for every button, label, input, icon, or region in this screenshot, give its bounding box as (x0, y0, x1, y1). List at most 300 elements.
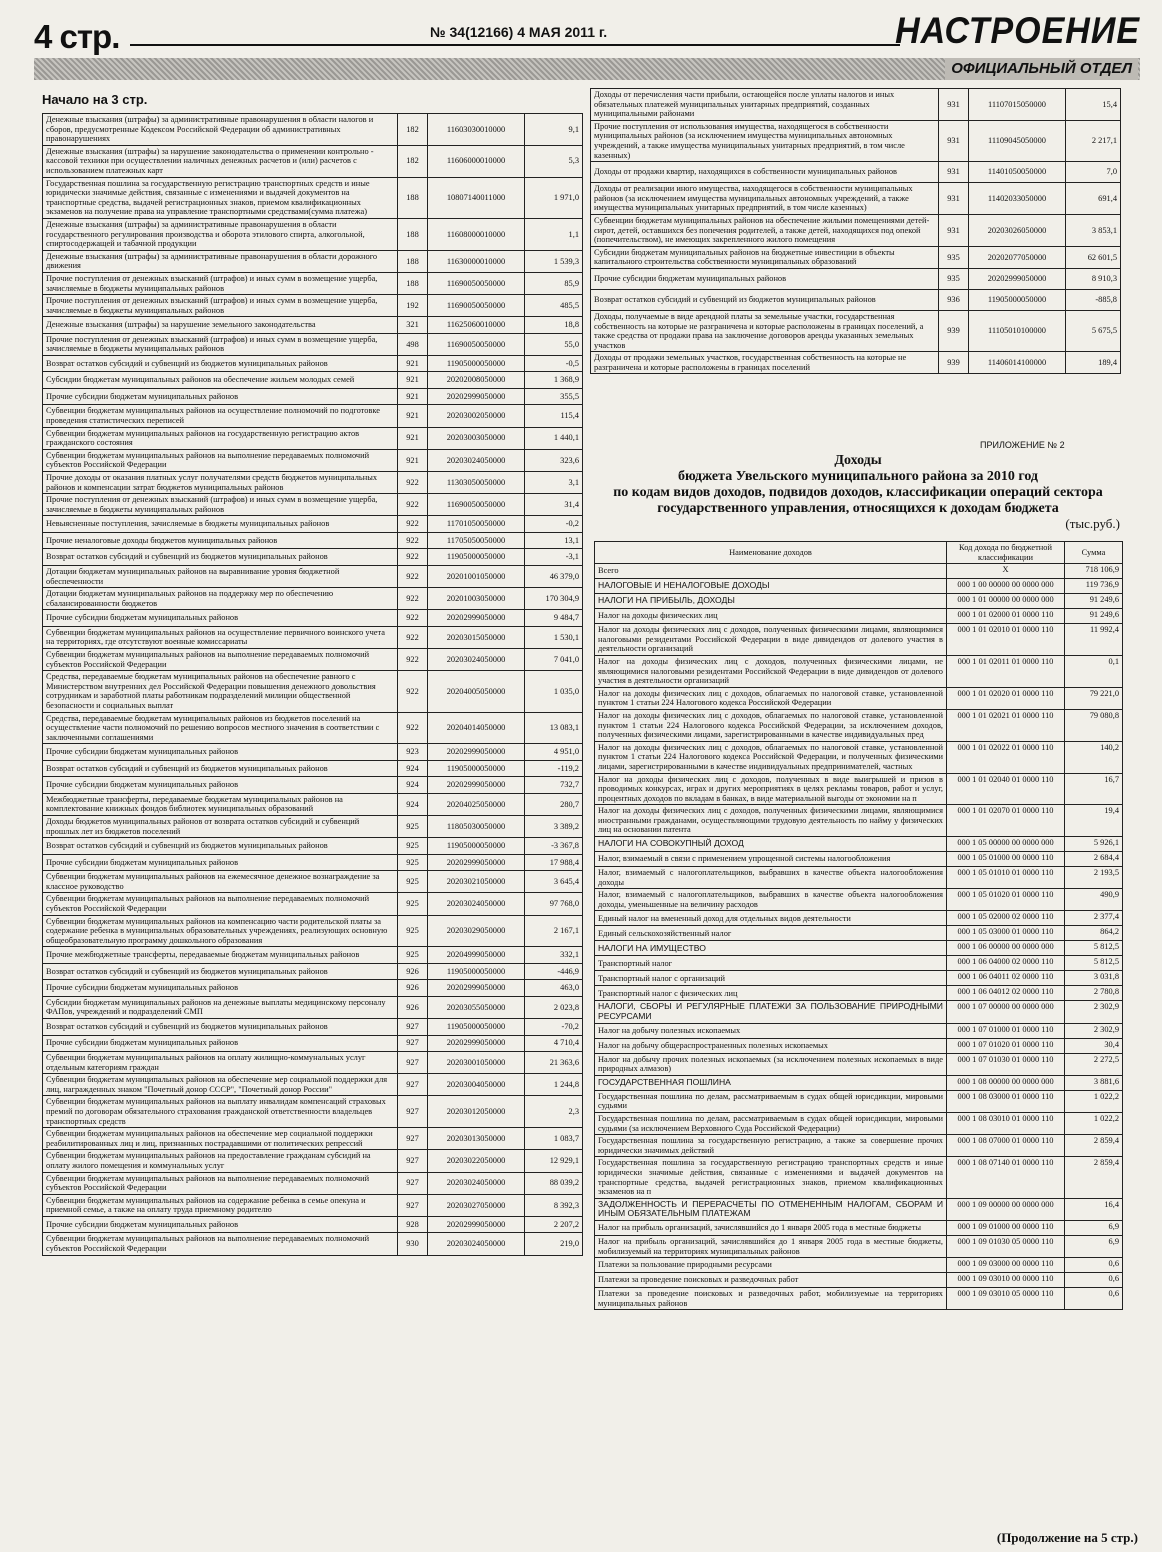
income-amount: 17 988,4 (525, 854, 583, 871)
income-amount: 2 217,1 (1066, 120, 1121, 161)
admin-code: 922 (398, 565, 428, 587)
table-row (43, 177, 583, 218)
income-code: 11905000050000 (428, 963, 525, 980)
income-code: 20203012050000 (428, 1096, 525, 1128)
income-code: 000 1 05 02000 02 0000 110 (947, 911, 1065, 926)
admin-code: 926 (398, 996, 428, 1018)
column-header: Сумма (1065, 542, 1123, 564)
income-name: Субвенции бюджетам муниципальных районов на обеспечение мер социальной поддержки реабилитированных лиц и лиц, признанных пострадавшими от политических репрессий (43, 1128, 398, 1150)
income-name: Доходы от реализации иного имущества, находящегося в собственности муниципальных районов (за исключением имущества муниципальных автономных учреждений, а также имущества муниципальных унитарных предприятий, в том числе казенных) (591, 183, 939, 215)
table-row (43, 388, 583, 405)
income-code: 20203029050000 (428, 915, 525, 947)
income-amount: 463,0 (525, 980, 583, 997)
section-row (595, 837, 1123, 852)
section-row (595, 594, 1123, 609)
income-name: Транспортный налог с организаций (595, 971, 947, 986)
table-row (43, 494, 583, 516)
income-name: Налог на доходы физических лиц с доходов, облагаемых по налоговой ставке, установленной пунктом 1 статьи 224 Налогового кодекса Российской Федерации (595, 687, 947, 709)
income-amount: -446,9 (525, 963, 583, 980)
income-name: Государственная пошлина за государственную регистрацию, а также за совершение прочих юридически значимых действий (595, 1135, 947, 1157)
income-amount: 5,3 (525, 145, 583, 177)
income-name: Субвенции бюджетам муниципальных районов на обеспечение жилыми помещениями детей-сирот, детей, оставшихся без попечения родителей, а также детей, находящихся под опекой (попечительством), не имеющих закрепленного жилого помещения (591, 214, 939, 246)
income-code: 000 1 09 01030 05 0000 110 (947, 1235, 1065, 1257)
income-code: 000 1 05 01000 00 0000 110 (947, 852, 1065, 867)
page-number: 4 стр. (34, 18, 120, 55)
income-amount: 9 484,7 (525, 610, 583, 627)
income-name: Денежные взыскания (штрафы) за нарушение законодательства о применении контрольно - кассовой техники при осуществлении наличных денежных расчетов и (или) расчетов с использованием платежных карт (43, 145, 398, 177)
income-code: 000 1 07 01030 01 0000 110 (947, 1053, 1065, 1075)
income-name: Субвенции бюджетам муниципальных районов на компенсацию части родительской платы за содержание ребенка в муниципальных образовательных учреждениях, реализующих основную общеобразовательную программу дошкольного образования (43, 915, 398, 947)
table-row (43, 1035, 583, 1052)
income-code: 20201001050000 (428, 565, 525, 587)
continued-from: Начало на 3 стр. (42, 92, 148, 107)
income-code: 11105010100000 (969, 310, 1066, 351)
admin-code: 925 (398, 838, 428, 855)
income-name: Государственная пошлина по делам, рассматриваемым в судах общей юрисдикции, мировыми судьями (за исключением Верховного Суда Российской Федерации) (595, 1113, 947, 1135)
table-row (43, 218, 583, 250)
admin-code: 925 (398, 854, 428, 871)
admin-code: 922 (398, 610, 428, 627)
income-name: Дотации бюджетам муниципальных районов на выравнивание уровня бюджетной обеспеченности (43, 565, 398, 587)
column-header: Код дохода по бюджетной классификации (947, 542, 1065, 564)
income-name: Транспортный налог с физических лиц (595, 986, 947, 1001)
income-code: 20204999050000 (428, 947, 525, 964)
income-name: Возврат остатков субсидий и субвенций из бюджетов муниципальных районов (43, 760, 398, 777)
income-amount: 55,0 (525, 333, 583, 355)
table-row (591, 120, 1121, 161)
units-label: (тыс.руб.) (1065, 516, 1120, 531)
admin-code: 923 (398, 744, 428, 761)
income-name: Налог, взимаемый с налогоплательщиков, выбравших в качестве объекта налогообложения доходы (595, 867, 947, 889)
income-amount: 2 377,4 (1065, 911, 1123, 926)
income-code: 000 1 01 02010 01 0000 110 (947, 624, 1065, 656)
income-name: Платежи за пользование природными ресурсами (595, 1258, 947, 1273)
table-row (595, 1038, 1123, 1053)
table-row (591, 246, 1121, 268)
income-code: 20202999050000 (428, 744, 525, 761)
income-amount: 3 881,6 (1065, 1075, 1123, 1090)
income-code: 11905000050000 (428, 549, 525, 566)
admin-code: 927 (398, 1194, 428, 1216)
income-code: 000 1 05 01020 01 0000 110 (947, 889, 1065, 911)
admin-code: 192 (398, 295, 428, 317)
table-row (43, 893, 583, 915)
income-name: Прочие субсидии бюджетам муниципальных районов (43, 610, 398, 627)
admin-code: 188 (398, 218, 428, 250)
admin-code: 925 (398, 871, 428, 893)
income-code: 11905000050000 (428, 760, 525, 777)
income-code: 000 1 09 00000 00 0000 000 (947, 1198, 1065, 1220)
income-amount: 7 041,0 (525, 648, 583, 670)
income-code: 000 1 06 04011 02 0000 110 (947, 971, 1065, 986)
table-row (43, 427, 583, 449)
table-row (595, 986, 1123, 1001)
income-code: 20202999050000 (428, 777, 525, 794)
income-amount: 4 710,4 (525, 1035, 583, 1052)
income-amount: 691,4 (1066, 183, 1121, 215)
admin-code: 931 (939, 89, 969, 121)
income-name: Единый налог на вмененный доход для отдельных видов деятельности (595, 911, 947, 926)
income-amount: 3 645,4 (525, 871, 583, 893)
income-name: Субвенции бюджетам муниципальных районов на осуществление первичного воинского учета на территориях, где отсутствуют военные комиссариаты (43, 626, 398, 648)
income-name: Субвенции бюджетам муниципальных районов на выполнение передаваемых полномочий субъектов Российской Федерации (43, 449, 398, 471)
section-row (595, 941, 1123, 956)
income-amount: 718 106,9 (1065, 564, 1123, 579)
section-row (595, 1198, 1123, 1220)
income-name: Дотации бюджетам муниципальных районов на поддержку мер по обеспечению сбалансированности бюджетов (43, 588, 398, 610)
income-amount: 115,4 (525, 405, 583, 427)
income-amount: 355,5 (525, 388, 583, 405)
income-code: 20202999050000 (428, 1035, 525, 1052)
table-row (595, 773, 1123, 805)
income-amount: 31,4 (525, 494, 583, 516)
admin-code: 931 (939, 162, 969, 183)
income-name: Прочие субсидии бюджетам муниципальных районов (43, 980, 398, 997)
income-amount: 9,1 (525, 114, 583, 146)
admin-code: 927 (398, 1150, 428, 1172)
admin-code: 926 (398, 963, 428, 980)
income-amount: 30,4 (1065, 1038, 1123, 1053)
table-row (591, 268, 1121, 289)
table-row (591, 289, 1121, 310)
income-amount: 119 736,9 (1065, 579, 1123, 594)
income-name: Возврат остатков субсидий и субвенций из бюджетов муниципальных районов (43, 549, 398, 566)
income-code: 20202999050000 (428, 980, 525, 997)
income-code: 11625060010000 (428, 317, 525, 334)
table-row (43, 915, 583, 947)
table-row (595, 971, 1123, 986)
income-name: Прочие поступления от денежных взысканий (штрафов) и иных сумм в возмещение ущерба, зачисляемые в бюджеты муниципальных районов (43, 494, 398, 516)
income-code: 000 1 01 02070 01 0000 110 (947, 805, 1065, 837)
income-amount: -0,2 (525, 516, 583, 533)
admin-code: 922 (398, 472, 428, 494)
income-code: 20203024050000 (428, 1233, 525, 1255)
income-code: 20203021050000 (428, 871, 525, 893)
table-row (591, 352, 1121, 374)
admin-code: 925 (398, 915, 428, 947)
admin-code: 931 (939, 214, 969, 246)
income-code: 000 1 09 03010 00 0000 110 (947, 1273, 1065, 1288)
table-row (595, 956, 1123, 971)
table-row (43, 549, 583, 566)
table-row (43, 114, 583, 146)
table-row (43, 744, 583, 761)
income-code: 000 1 01 00000 00 0000 000 (947, 594, 1065, 609)
table-row (43, 1096, 583, 1128)
income-amount: 1 530,1 (525, 626, 583, 648)
table-row (43, 532, 583, 549)
income-amount: 0,1 (1065, 655, 1123, 687)
admin-code: 926 (398, 980, 428, 997)
table-row (43, 565, 583, 587)
table-title (596, 453, 1120, 517)
table-row (591, 162, 1121, 183)
income-code: 11905000050000 (969, 289, 1066, 310)
table-row (43, 871, 583, 893)
income-name: Субвенции бюджетам муниципальных районов на предоставление гражданам субсидий на оплату жилого помещения и коммунальных услуг (43, 1150, 398, 1172)
income-code: 20202077050000 (969, 246, 1066, 268)
income-amount: 6,9 (1065, 1235, 1123, 1257)
income-name: Доходы от продажи земельных участков, государственная собственность на которые не разграничена и которые расположены в границах поселений (591, 352, 939, 374)
income-name: Государственная пошлина по делам, рассматриваемым в судах общей юрисдикции, мировыми судьями (595, 1090, 947, 1112)
income-amount: 2,3 (525, 1096, 583, 1128)
table-row (43, 516, 583, 533)
income-amount: 4 951,0 (525, 744, 583, 761)
income-amount: 280,7 (525, 793, 583, 815)
income-code: 11690050050000 (428, 272, 525, 294)
income-code: 11401050050000 (969, 162, 1066, 183)
income-name: Прочие субсидии бюджетам муниципальных районов (43, 1216, 398, 1233)
table-row (595, 1288, 1123, 1310)
income-amount: 2 302,9 (1065, 1001, 1123, 1023)
income-amount: 732,7 (525, 777, 583, 794)
admin-code: 927 (398, 1074, 428, 1096)
income-name: Налог на доходы физических лиц с доходов, полученных физическими лицами, являющимися налоговыми резидентами Российской Федерации в виде дивидендов от долевого участия в деятельности организаций (595, 624, 947, 656)
income-name: Платежи за проведение поисковых и разведочных работ (595, 1273, 947, 1288)
income-amount: 16,7 (1065, 773, 1123, 805)
income-amount: 3 389,2 (525, 816, 583, 838)
income-code: 000 1 05 01010 01 0000 110 (947, 867, 1065, 889)
budget-revenue-table (594, 541, 1123, 1310)
income-name: Субвенции бюджетам муниципальных районов на выполнение передаваемых полномочий субъектов Российской Федерации (43, 648, 398, 670)
income-amount: -0,5 (525, 355, 583, 372)
table-row (595, 1053, 1123, 1075)
header-rule (130, 44, 900, 46)
column-header: Наименование доходов (595, 542, 947, 564)
income-code: 20202999050000 (428, 854, 525, 871)
income-code: 11608000010000 (428, 218, 525, 250)
income-amount: 21 363,6 (525, 1052, 583, 1074)
admin-code: 922 (398, 626, 428, 648)
income-name: Налог на доходы физических лиц с доходов, полученных физическими лицами, являющимися иностранными гражданами, осуществляющими трудовую деятельность по найму у физических лиц на основании патента (595, 805, 947, 837)
table-row (591, 183, 1121, 215)
income-name: Государственная пошлина за государственную регистрацию транспортных средств и иные юридически значимые действия, связанные с изменениями и выдачей документов на транспортные средства, выдачей регистрационных знаков, приемом квалификационных экзаменов на получение права на управление транспортными средствами(сумма платежа) (43, 177, 398, 218)
income-code: 000 1 00 00000 00 0000 000 (947, 579, 1065, 594)
income-name: Государственная пошлина за государственную регистрацию транспортных средств и иные юридически значимые действия, связанные с изменениями и выдачей документов на транспортные средства, выдачей регистрационных знаков, приемом квалификационных экзаменов на п (595, 1157, 947, 1198)
income-name: Налог на доходы физических лиц с доходов, полученных в виде выигрышей и призов в проводимых конкурсах, играх и других мероприятиях в целях рекламы товаров, работ и услуг, процентных доходов по вкладам в банках, в виде материальной выгоды от экономии на п (595, 773, 947, 805)
income-code: 20203026050000 (969, 214, 1066, 246)
admin-code: 921 (398, 355, 428, 372)
table-row (43, 145, 583, 177)
income-code: 000 1 01 02011 01 0000 110 (947, 655, 1065, 687)
income-code: 000 1 07 00000 00 0000 000 (947, 1001, 1065, 1023)
section-row (595, 1001, 1123, 1023)
income-name: Межбюджетные трансферты, передаваемые бюджетам муниципальных районов на комплектование книжных фондов библиотек муниципальных образований (43, 793, 398, 815)
table-row (595, 926, 1123, 941)
table-row (595, 867, 1123, 889)
income-name: НАЛОГИ, СБОРЫ И РЕГУЛЯРНЫЕ ПЛАТЕЖИ ЗА ПОЛЬЗОВАНИЕ ПРИРОДНЫМИ РЕСУРСАМИ (595, 1001, 947, 1023)
income-name: Денежные взыскания (штрафы) за административные правонарушения в области государственного регулирования производства и оборота этилового спирта, алкогольной, спиртосодержащей и табачной продукции (43, 218, 398, 250)
income-code: 20202008050000 (428, 372, 525, 389)
income-code: 000 1 08 07000 01 0000 110 (947, 1135, 1065, 1157)
table-row (43, 980, 583, 997)
table-row (43, 996, 583, 1018)
income-amount: 97 768,0 (525, 893, 583, 915)
table-row (595, 609, 1123, 624)
income-amount: 1 244,8 (525, 1074, 583, 1096)
income-code: 20203024050000 (428, 893, 525, 915)
income-code: 20201003050000 (428, 588, 525, 610)
income-name: Доходы бюджетов муниципальных районов от возврата остатков субсидий и субвенций прошлых лет из бюджетов поселений (43, 816, 398, 838)
table-row (43, 793, 583, 815)
admin-code: 498 (398, 333, 428, 355)
income-name: Субвенции бюджетам муниципальных районов на содержание ребенка в семье опекуна и приемной семье, а также на оплату труда приемному родителю (43, 1194, 398, 1216)
admin-code: 924 (398, 777, 428, 794)
table-row (43, 947, 583, 964)
income-code: 000 1 01 02040 01 0000 110 (947, 773, 1065, 805)
table-row (43, 317, 583, 334)
income-amount: 12 929,1 (525, 1150, 583, 1172)
admin-code: 925 (398, 816, 428, 838)
income-code: 000 1 08 03000 01 0000 110 (947, 1090, 1065, 1112)
income-name: Прочие субсидии бюджетам муниципальных районов (43, 1035, 398, 1052)
income-code: 11402033050000 (969, 183, 1066, 215)
income-amount: -885,8 (1066, 289, 1121, 310)
income-amount: 1 440,1 (525, 427, 583, 449)
income-code: 20204014050000 (428, 712, 525, 744)
income-code: 20202999050000 (969, 268, 1066, 289)
income-amount: 91 249,6 (1065, 609, 1123, 624)
admin-code: 922 (398, 588, 428, 610)
income-code: 20203003050000 (428, 427, 525, 449)
income-name: Прочие неналоговые доходы бюджетов муниципальных районов (43, 532, 398, 549)
income-code: 000 1 01 02021 01 0000 110 (947, 709, 1065, 741)
table-row (43, 1194, 583, 1216)
income-code: 11406014100000 (969, 352, 1066, 374)
admin-code: 921 (398, 449, 428, 471)
table-row (43, 963, 583, 980)
income-code: 11805030050000 (428, 816, 525, 838)
income-code: 000 1 06 00000 00 0000 000 (947, 941, 1065, 956)
admin-code: 927 (398, 1035, 428, 1052)
income-amount: 170 304,9 (525, 588, 583, 610)
table-row (43, 250, 583, 272)
income-name: НАЛОГОВЫЕ И НЕНАЛОГОВЫЕ ДОХОДЫ (595, 579, 947, 594)
left-income-table (42, 113, 583, 1256)
table-row (595, 741, 1123, 773)
income-name: Субвенции бюджетам муниципальных районов на выполнение передаваемых полномочий субъектов Российской Федерации (43, 1172, 398, 1194)
income-amount: 5 812,5 (1065, 956, 1123, 971)
income-name: Денежные взыскания (штрафы) за нарушение земельного законодательства (43, 317, 398, 334)
income-amount: 2 780,8 (1065, 986, 1123, 1001)
section-row (595, 579, 1123, 594)
income-name: НАЛОГИ НА СОВОКУПНЫЙ ДОХОД (595, 837, 947, 852)
admin-code: 188 (398, 177, 428, 218)
income-amount: 490,9 (1065, 889, 1123, 911)
admin-code: 921 (398, 372, 428, 389)
income-amount: 5 812,5 (1065, 941, 1123, 956)
income-name: Прочие поступления от денежных взысканий (штрафов) и иных сумм в возмещение ущерба, зачисляемые в бюджеты муниципальных районов (43, 295, 398, 317)
table-row (43, 648, 583, 670)
table-row (43, 626, 583, 648)
admin-code: 922 (398, 712, 428, 744)
income-name: Субвенции бюджетам муниципальных районов на оплату жилищно-коммунальных услуг отдельным категориям граждан (43, 1052, 398, 1074)
income-amount: 1,1 (525, 218, 583, 250)
admin-code: 922 (398, 671, 428, 712)
admin-code: 935 (939, 246, 969, 268)
income-amount: 2 023,8 (525, 996, 583, 1018)
income-amount: 485,5 (525, 295, 583, 317)
income-amount: 323,6 (525, 449, 583, 471)
income-amount: 2 207,2 (525, 1216, 583, 1233)
admin-code: 188 (398, 272, 428, 294)
admin-code: 927 (398, 1052, 428, 1074)
income-name: Средства, передаваемые бюджетам муниципальных районов на обеспечение равного с Министерством внутренних дел Российской Федерации повышения денежного довольствия сотрудникам и заработной платы работникам подразделений милиции общественной безопасности и социальных выплат (43, 671, 398, 712)
income-code: 000 1 05 03000 01 0000 110 (947, 926, 1065, 941)
income-amount: 140,2 (1065, 741, 1123, 773)
income-amount: -70,2 (525, 1019, 583, 1036)
admin-code: 924 (398, 793, 428, 815)
income-name: Возврат остатков субсидий и субвенций из бюджетов муниципальных районов (43, 355, 398, 372)
income-name: Всего (595, 564, 947, 579)
income-code: 000 1 09 01000 00 0000 110 (947, 1220, 1065, 1235)
income-name: НАЛОГИ НА ИМУЩЕСТВО (595, 941, 947, 956)
income-name: Платежи за проведение поисковых и разведочных работ, мобилизуемые на территориях муниципальных районов (595, 1288, 947, 1310)
income-name: Возврат остатков субсидий и субвенций из бюджетов муниципальных районов (591, 289, 939, 310)
income-amount: 18,8 (525, 317, 583, 334)
table-row (595, 911, 1123, 926)
income-amount: 2 167,1 (525, 915, 583, 947)
income-name: Возврат остатков субсидий и субвенций из бюджетов муниципальных районов (43, 838, 398, 855)
income-code: 20203027050000 (428, 1194, 525, 1216)
income-name: Налог на доходы физических лиц с доходов, полученных физическими лицами, не являющимися налоговыми резидентами Российской Федерации в виде дивидендов от долевого участия в деятельности организаций (595, 655, 947, 687)
table-row (43, 588, 583, 610)
income-amount: 864,2 (1065, 926, 1123, 941)
income-code: 20203024050000 (428, 1172, 525, 1194)
admin-code: 927 (398, 1096, 428, 1128)
income-name: Налог на доходы физических лиц (595, 609, 947, 624)
income-amount: 6,9 (1065, 1220, 1123, 1235)
admin-code: 921 (398, 388, 428, 405)
income-code: 000 1 01 02022 01 0000 110 (947, 741, 1065, 773)
income-amount: 332,1 (525, 947, 583, 964)
income-amount: 3 853,1 (1066, 214, 1121, 246)
table-row (43, 838, 583, 855)
income-code: 11690050050000 (428, 333, 525, 355)
income-code: 11109045050000 (969, 120, 1066, 161)
income-code: 000 1 01 02020 01 0000 110 (947, 687, 1065, 709)
table-row (43, 472, 583, 494)
admin-code: 927 (398, 1019, 428, 1036)
income-code: X (947, 564, 1065, 579)
income-name: Налог на добычу общераспространенных полезных ископаемых (595, 1038, 947, 1053)
income-name: Прочие межбюджетные трансферты, передаваемые бюджетам муниципальных районов (43, 947, 398, 964)
income-code: 000 1 07 01020 01 0000 110 (947, 1038, 1065, 1053)
table-row (595, 1273, 1123, 1288)
table-row (595, 1235, 1123, 1257)
income-amount: 85,9 (525, 272, 583, 294)
income-name: ЗАДОЛЖЕННОСТЬ И ПЕРЕРАСЧЕТЫ ПО ОТМЕНЕННЫМ НАЛОГАМ, СБОРАМ И ИНЫМ ОБЯЗАТЕЛЬНЫМ ПЛАТЕЖАМ (595, 1198, 947, 1220)
income-amount: 19,4 (1065, 805, 1123, 837)
income-amount: 0,6 (1065, 1288, 1123, 1310)
income-code: 20202999050000 (428, 388, 525, 405)
admin-code: 924 (398, 760, 428, 777)
income-amount: 1 971,0 (525, 177, 583, 218)
table-row (595, 687, 1123, 709)
table-row (43, 712, 583, 744)
table-row (43, 610, 583, 627)
section-row (595, 1075, 1123, 1090)
income-name: НАЛОГИ НА ПРИБЫЛЬ, ДОХОДЫ (595, 594, 947, 609)
income-amount: 79 221,0 (1065, 687, 1123, 709)
income-code: 11701050050000 (428, 516, 525, 533)
table-row (43, 1074, 583, 1096)
table-row (43, 1233, 583, 1255)
income-amount: 1 539,3 (525, 250, 583, 272)
income-name: Субвенции бюджетам муниципальных районов на ежемесячное денежное вознаграждение за классное руководство (43, 871, 398, 893)
income-amount: 11 992,4 (1065, 624, 1123, 656)
income-code: 11905000050000 (428, 355, 525, 372)
